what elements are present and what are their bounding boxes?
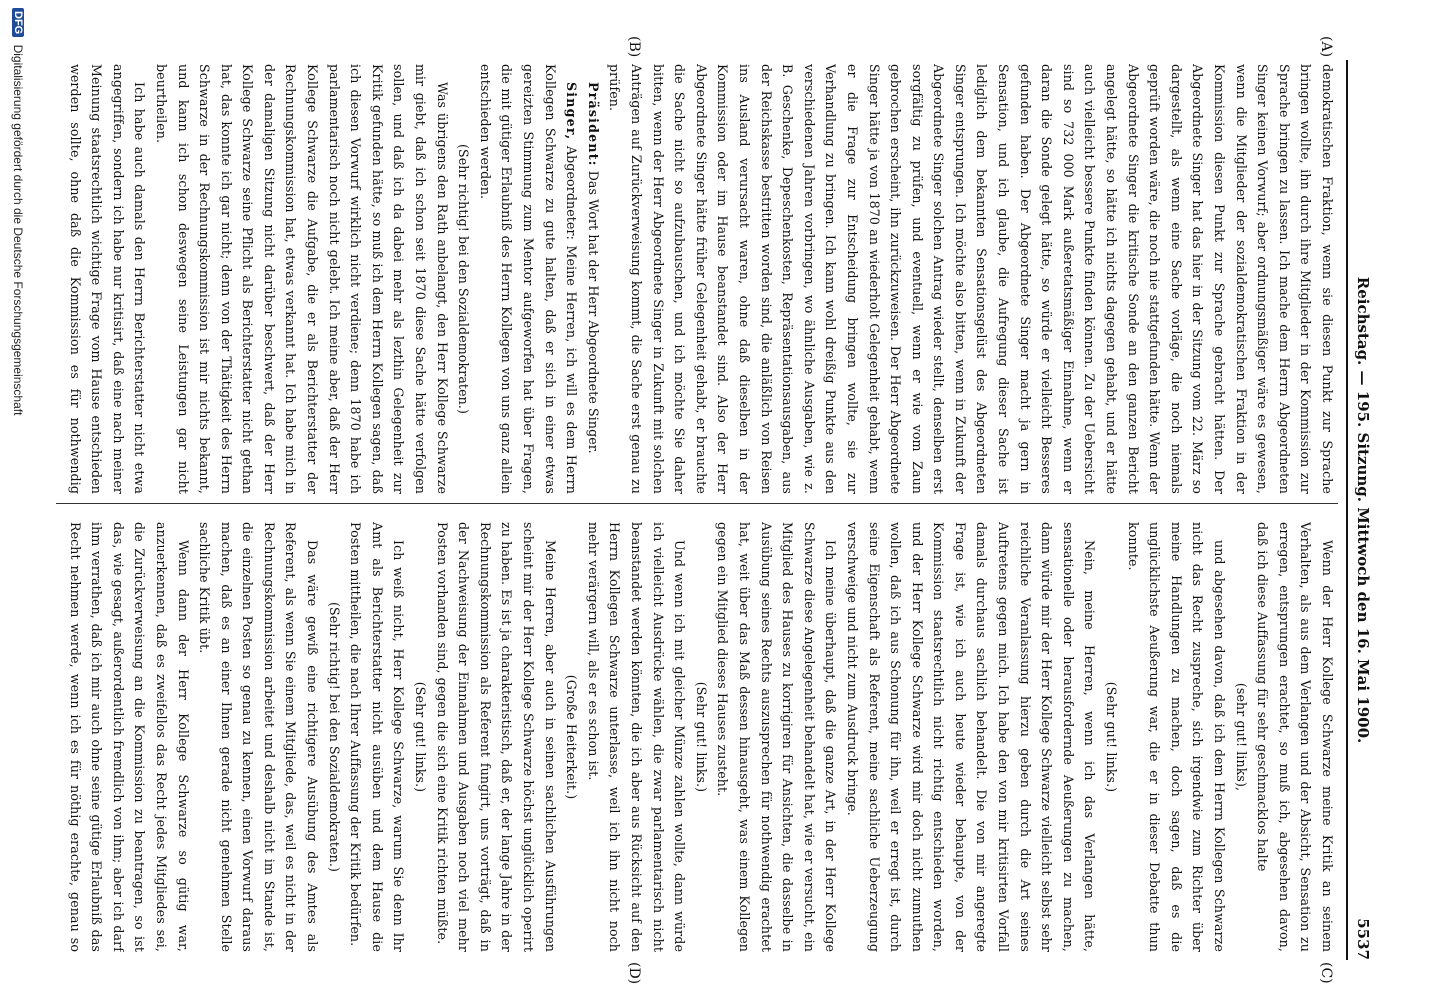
interjection: (Sehr richtig! bei den Sozialdemokraten.): [456, 144, 472, 414]
speaker-label: Singer,: [564, 82, 580, 141]
header-rule: [1346, 60, 1348, 960]
interjection: (Sehr gut! links.): [413, 681, 429, 793]
page-number: 5537: [1354, 918, 1372, 960]
column-divider: [56, 503, 1338, 504]
dfg-logo: DFG: [12, 8, 24, 37]
singer-paragraph: [474, 64, 582, 494]
speech-text: Abgeordneter: Meine Herren, ich will es dem Herrn Kollegen Schwarze zu gute halten, daß er sich in einer etwas gereizten Stimmung zum Mentor aufgeworfen hat über Fragen, die mit gütiger Erlaubniß des Herrn Kollegen von uns ganz allein entschieden werden.: [477, 64, 580, 494]
interjection: (Große Heiterkeit.): [564, 674, 580, 800]
right-column: [60, 522, 1338, 952]
margin-marker-a: (A): [1318, 36, 1334, 58]
speech-text: Das Wort hat der Herr Abgeordnete Singer.: [585, 170, 601, 454]
paragraph: Das wäre gewiß eine richtigere Ausübung des Amtes als Referent, als wenn Sie einem Mitgliede, das, weil es nicht in der Rechnungskommission arbeitet und deshalb nicht im Stande ist, die einzelnen Posten so genau zu kennen, einen Vorwurf daraus machen, daß es an einer Ihnen gerade nicht genehmen Stelle sachliche Kritik übt.: [197, 522, 321, 952]
president-paragraph: [582, 64, 604, 494]
paragraph: Was übrigens den Rath anbelangt, den Herr Kollege Schwarze mir giebt, daß ich schon seit 1870 diese Sache hätte verfolgen sollen, und daß ich da dabei mehr als lezthin Gelegenheit zur Kritik gefunden hätte, so muß ich dem Herrn Kollegen sagen, daß ich diesen Vorwurf wirklich nicht verdiene; denn 1870 habe ich parlamentarisch noch nicht gelebt. Ich meine aber, daß der Herr Kollege Schwarze die Aufgabe, die er als Berichterstatter der Rechnungskommission hat, etwas verkannt hat. Ich habe mich in der damaligen Sitzung nicht darüber beschwert, daß der Herr Kollege Schwarze seine Pflicht als Berichterstatter nicht gethan hat, das konnte ich gar nicht; denn von der Thätigkeit des Herrn Schwarze in der Rechnungskommission ist mir nichts bekannt, und kann ich schon deswegen seine Leistungen gar nicht beurtheilen.: [153, 64, 450, 494]
margin-marker-d: (D): [626, 962, 642, 985]
paragraph: Und wenn ich mit gleicher Münze zahlen wollte, dann würde ich vielleicht Ausdrücke wählen, die zwar parlamentarisch nicht beanstandet werden könnten, die ich aber aus Rücksicht auf den Herrn Kollegen Schwarze unterlasse, weil ich ihn nicht noch mehr verärgern will, als er es schon ist.: [585, 522, 688, 952]
interjection: (Sehr gut! links.): [693, 681, 709, 793]
margin-marker-b: (B): [626, 36, 642, 58]
speaker-label: Präsident:: [585, 82, 601, 167]
header-title: Reichstag. — 195. Sitzung. Mittwoch den 16. Mai 1900.: [1354, 276, 1372, 744]
paragraph: Wenn der Herr Kollege Schwarze meine Kritik an seinem Verhalten, als aus dem Verlangen und der Absicht, Sensation zu erregen, entsprungen erachtet, so muß ich, abgesehen davon, daß ich diese Auffassung für sehr geschmacklos halte: [1255, 522, 1335, 952]
left-column: [60, 64, 1338, 494]
paragraph: und abgesehen davon, daß ich dem Herrn Kollegen Schwarze nicht das Recht zuspreche, sich irgendwie zum Richter über meine Handlungen zu machen, doch sagen, daß es die unglücklichste Aeußerung war, die er in dieser Debatte thun konnte.: [1125, 522, 1228, 952]
interjection: (Sehr richtig! bei den Sozialdemokraten.): [326, 602, 342, 872]
paragraph: Wenn dann der Herr Kollege Schwarze so gütig war, anzuerkennen, daß es zweifellos das Recht jedes Mitgliedes sei, die Zurückverweisung an die Kommission zu beantragen, so ist das, wie gesagt, außerordentlich fremdlich von ihm; aber ich darf ihm verrathen, daß ich mir auch ohne seine gütige Erlaubniß das Recht nehmen werde, wenn ich es für nöthig erachte, genau so: [67, 522, 191, 952]
paragraph: Ich weiß nicht, Herr Kollege Schwarze, warum Sie denn Ihr Amt als Berichterstatter nicht ausüben und dem Hause die Posten mittheilen, die nach Ihrer Auffassung der Kritik bedürfen.: [348, 522, 407, 952]
digitization-footer: [4, 0, 26, 1000]
paragraph: demokratischen Fraktion, wenn sie diesen Punkt zur Sprache bringen wollte, ihn durch ihre Mitglieder in der Kommission zur Sprache bringen zu lassen. Ich mache dem Herrn Abgeordneten Singer keinen Vorwurf; aber ordnungsmäßiger wäre es gewesen, wenn die Mitglieder der sozialdemokratischen Fraktion in der Kommission diesen Punkt zur Sprache gebracht hätten. Der Abgeordnete Singer hat das hier in der Sitzung vom 22. März so dargestellt, als wenn eine Sache vorläge, die noch niemals geprüft worden wäre, die noch nie stattgefunden hätte. Wenn der Abgeordnete Singer die kritische Sonde an den ganzen Bericht angelegt hätte, so hätte ich nichts dagegen gehabt, und er hätte auch vielleicht bessere Punkte finden können. Zu der Uebersicht sind so 732 000 Mark außeretatsmäßiger Einnahme, wenn er daran die Sonde gelegt hätte, so würde er vielleicht Besseres gefunden haben. Der Abgeordnete Singer macht ja gern in Sensation, und ich glaube, die Aufregung dieser Sache ist lediglich dem bekannten Sensationsgelüst des Abgeordneten Singer entsprungen. Ich möchte also bitten, wenn in Zukunft der Abgeordnete Singer solchen Antrag wieder stellt, denselben erst sorgfältig zu prüfen, und eventuell, wenn er wie vom Zaun gebrochen erscheint, ihn zurückzuweisen. Der Herr Abgeordnete Singer hätte ja von 1870 an wiederholt Gelegenheit gehabt, wenn er die Frage zur Entscheidung bringen wollte, sie zur Verhandlung zu bringen. Ich kann wohl dreißig Punkte aus den verschiedenen Jahren vorbringen, wo ähnliche Ausgaben, wie z. B. Geschenke, Depeschenkosten, Repräsentationsausgaben, aus der Reichskasse bestritten worden sind, die anläßlich von Reisen ins Ausland verursacht waren, ohne daß dieselben in der Kommission oder im Hause beanstandet sind. Also der Herr Abgeordnete Singer hätte früher Gelegenheit gehabt, er brauchte die Sache nicht so aufzubauschen, und ich möchte Sie daher bitten, wenn der Herr Abgeordnete Singer in Zukunft mit solchen Anträgen auf Zurückverweisung kommt, die Sache erst genau zu prüfen.: [607, 64, 1335, 494]
interjection: (sehr gut! links),: [1233, 682, 1249, 792]
footer-text: Digitalisierung gefördert durch die Deutsche Forschungsgemeinschaft: [11, 44, 26, 416]
interjection: (Sehr gut! links.): [1104, 681, 1120, 793]
page-header: [1350, 60, 1372, 960]
paragraph: Ich meine überhaupt, daß die ganze Art, in der Herr Kollege Schwarze diese Angelegenheit behandelt hat, wie er versucht, ein Mitglied des Hauses zu korrigiren für Ansichten, die dasselbe in Ausübung seines Rechts auszusprechen für nothwendig erachtet hat, weit über das Maß dessen hinausgeht, was einem Kollegen gegen ein Mitglied dieses Hauses zusteht.: [715, 522, 839, 952]
margin-marker-c: (C): [1318, 962, 1334, 984]
paragraph: Ich habe auch damals den Herrn Berichterstatter nicht etwa angegriffen, sondern ich habe nur kritisirt, daß eine nach meiner Meinung staatsrechtlich wichtige Frage vom Hause entschieden werden sollte, ohne daß die Kommission es für nothwendig: [67, 64, 148, 494]
paragraph: Meine Herren, aber auch in seinen sachlichen Ausführungen scheint mir der Herr Kollege Schwarze höchst unglücklich operirt zu haben. Es ist ja charakteristisch, daß er, der lange Jahre in der Rechnungskommission als Referent fungirt, uns vorträgt, daß in der Nachweisung der Einnahmen und Ausgaben noch viel mehr Posten vorhanden sind, gegen die sich eine Kritik richten müßte.: [434, 522, 558, 952]
paragraph: Nein, meine Herren, wenn ich das Verlangen hätte, sensationelle oder herausfordernde Aeußerungen zu machen, dann würde mir der Herr Kollege Schwarze vielleicht selbst sehr reichliche Veranlassung hierzu geben durch die Art seines Auftretens gegen mich. Ich habe den von mir kritisirten Vorfall damals durchaus sachlich behandelt. Die von mir angeregte Frage ist, wie ich auch heute wieder behaupte, von der Kommission staatsrechtlich nicht richtig entschieden worden, und der Herr Kollege Schwarze wird mir doch nicht zumuthen wollen, daß ich aus Schonung für ihn, weil er erregt ist, durch seine Eigenschaft als Referent, meine sachliche Ueberzeugung verschweige und nicht zum Ausdruck bringe.: [844, 522, 1098, 952]
